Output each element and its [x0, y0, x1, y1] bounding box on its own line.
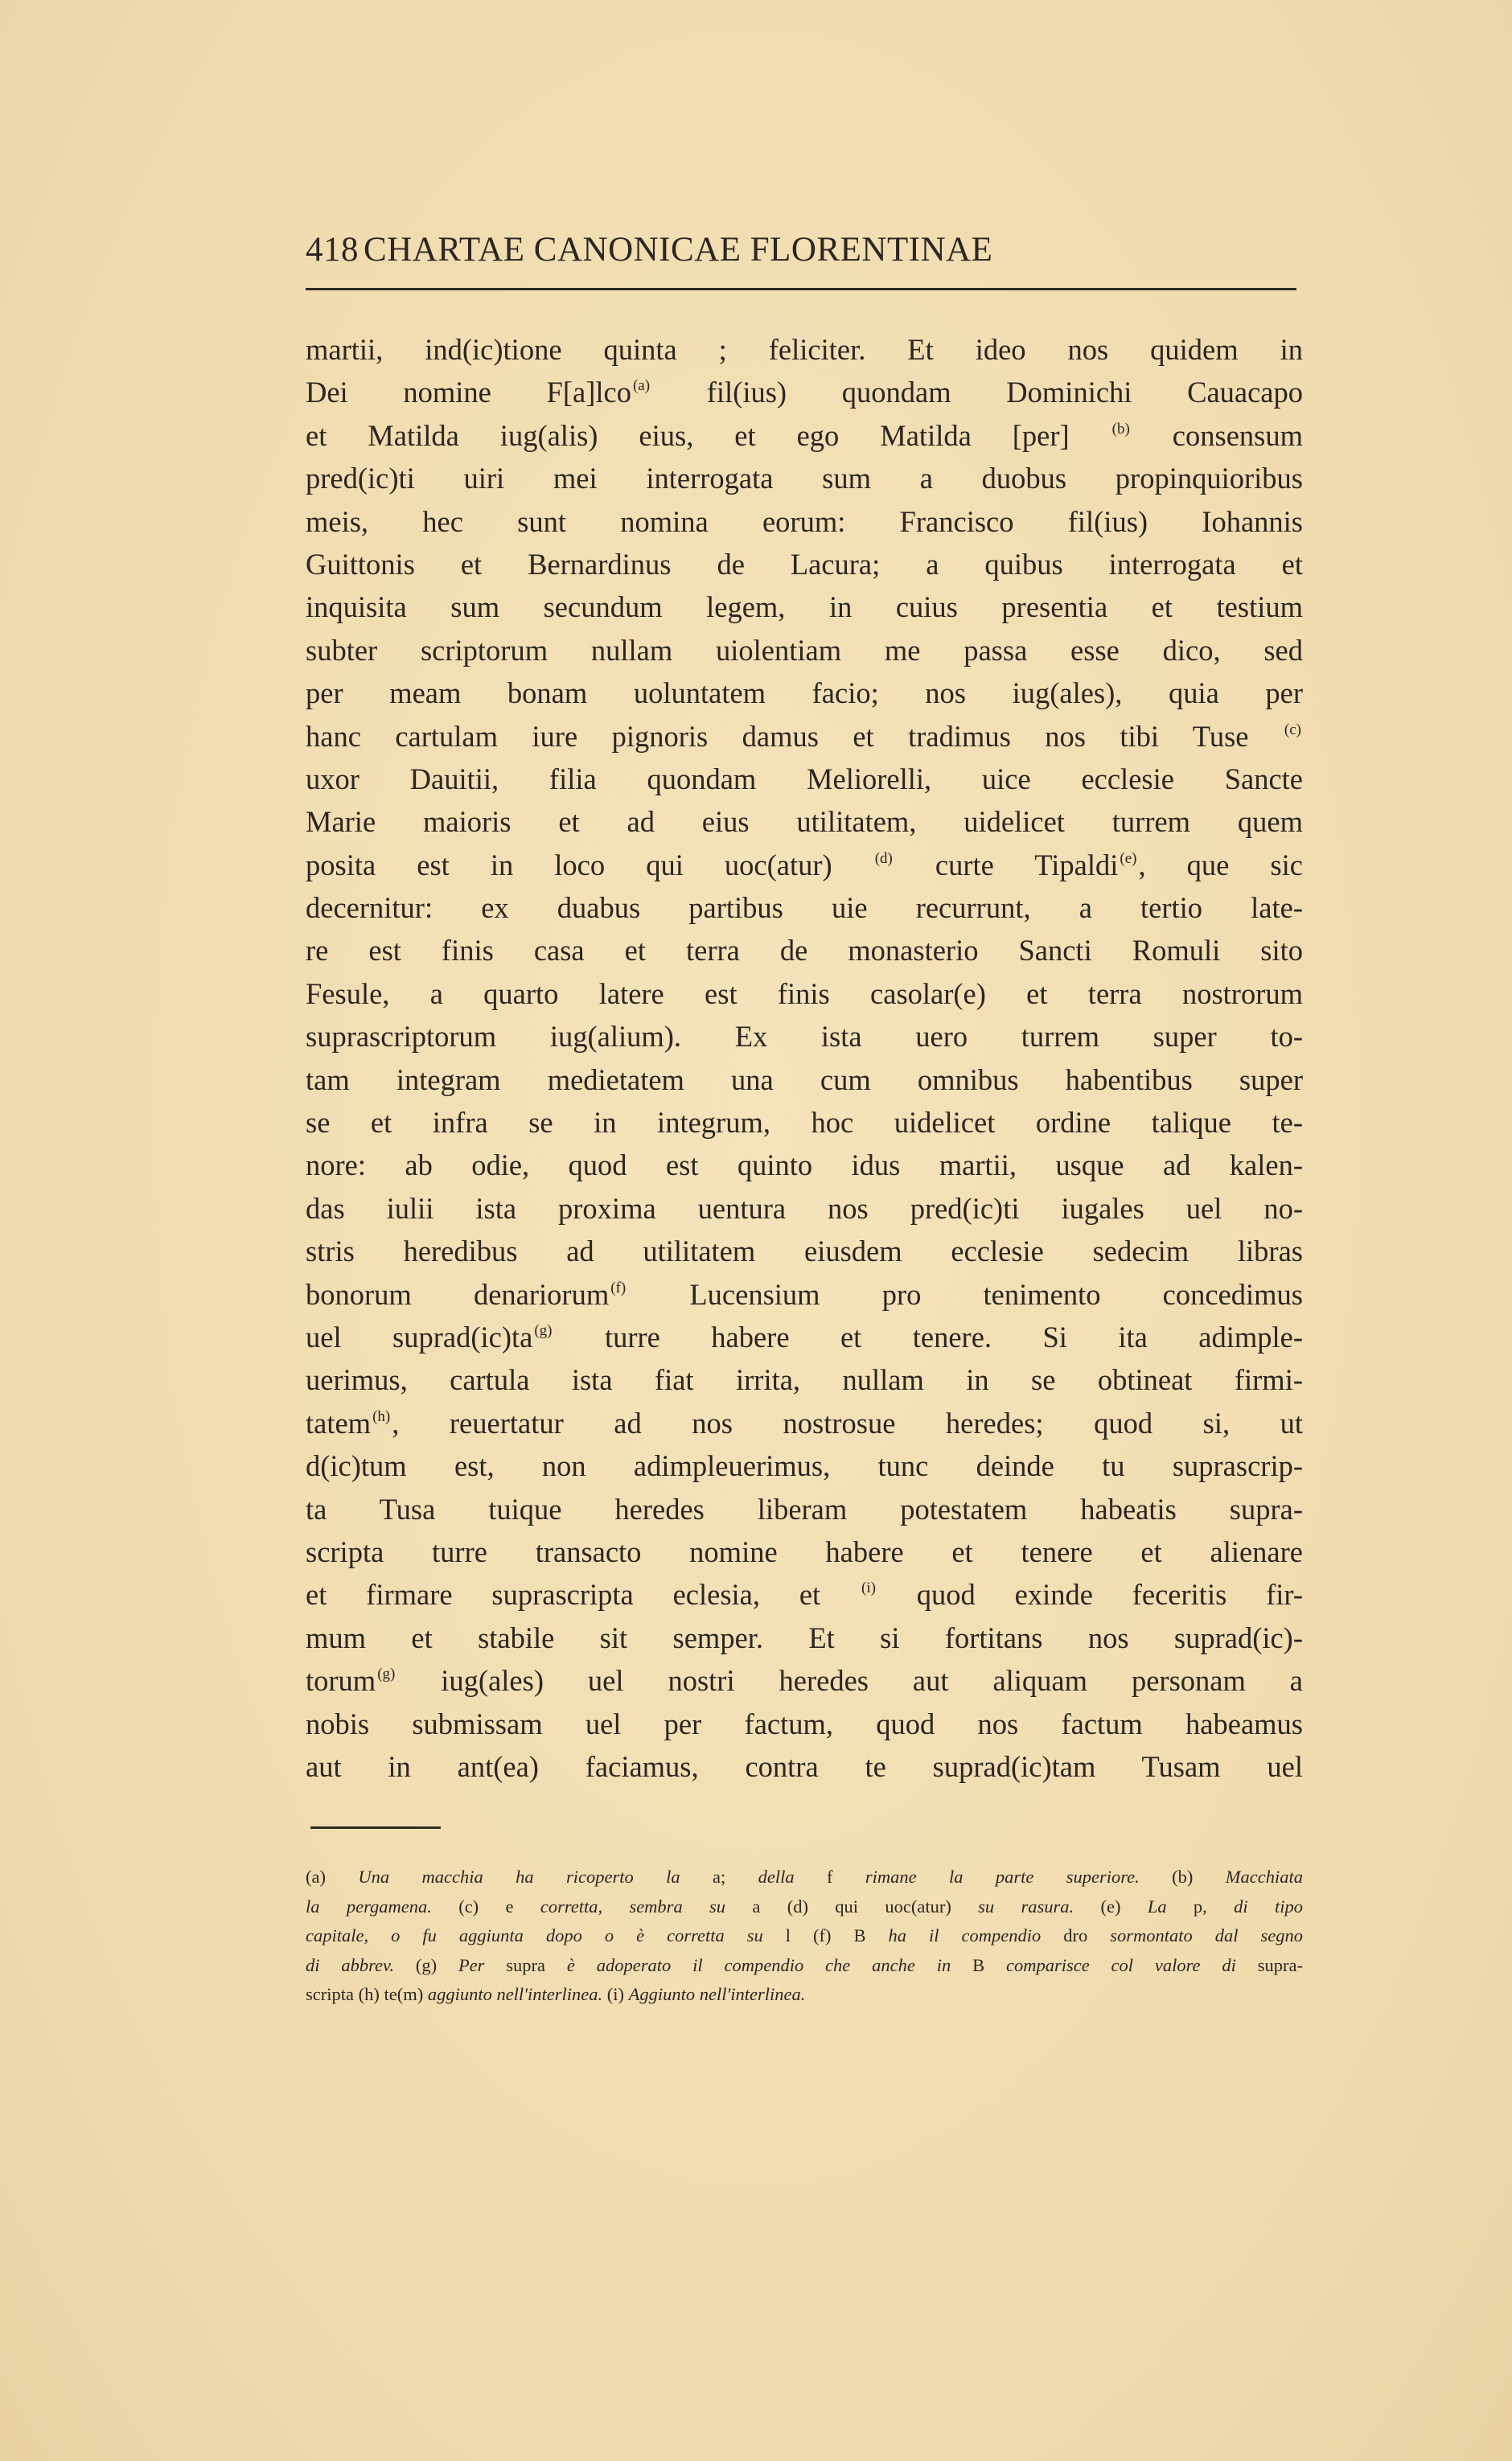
- italic-text: sormontato dal segno: [1110, 1925, 1303, 1946]
- text-run: subter scriptorum nullam uiolentiam me passa esse dico, sed: [306, 633, 1303, 667]
- text-run: (b): [1139, 1867, 1226, 1887]
- italic-text: su rasura.: [978, 1896, 1074, 1917]
- footnotes: [306, 1863, 1303, 2010]
- text-line: [306, 629, 1303, 672]
- text-run: a;: [712, 1867, 758, 1887]
- text-line: [306, 1101, 1303, 1144]
- text-run: dro: [1063, 1925, 1111, 1946]
- text-run: decernitur: ex duabus partibus uie recurrunt, a tertio late-: [306, 891, 1303, 925]
- footnote-marker: (c): [1284, 721, 1301, 738]
- text-line: [306, 1617, 1303, 1659]
- text-run: Lucensium pro tenimento concedimus: [627, 1277, 1304, 1311]
- text-run: hanc cartulam iure pignoris damus et tradimus nos tibi Tuse: [306, 719, 1283, 753]
- italic-text: la pergamena.: [306, 1896, 432, 1917]
- text-line: [306, 457, 1303, 499]
- text-run: Fesule, a quarto latere est finis casolar(e) et terra nostrorum: [306, 976, 1303, 1010]
- text-run: stris heredibus ad utilitatem eiusdem ecclesie sedecim libras: [306, 1235, 1303, 1268]
- text-run: re est finis casa et terra de monasterio Sancti Romuli sito: [306, 934, 1303, 968]
- text-line: [306, 1444, 1303, 1487]
- footnote-marker: (g): [534, 1321, 553, 1339]
- text-run: p,: [1193, 1896, 1235, 1917]
- text-line: [306, 1659, 1303, 1702]
- italic-text: di abbrev.: [306, 1954, 394, 1975]
- text-run: curte Tipaldi: [894, 848, 1119, 881]
- text-run: pred(ic)ti uiri mei interrogata sum a duobus propinquioribus: [306, 462, 1303, 495]
- italic-text: Una macchia ha ricoperto la: [358, 1867, 713, 1887]
- italic-text: è adoperato il compendio che anche in: [566, 1954, 973, 1975]
- header-rule: [306, 288, 1296, 290]
- text-run: aut in ant(ea) faciamus, contra te suprad(ic)tam Tusam uel: [306, 1749, 1303, 1783]
- footnote-line: [306, 1863, 1303, 1892]
- text-line: [306, 800, 1303, 843]
- footnote-marker: (g): [377, 1666, 396, 1683]
- text-run: das iulii ista proxima uentura nos pred(ic)ti iugales uel no-: [306, 1191, 1303, 1225]
- text-run: tatem: [306, 1406, 372, 1440]
- footnote-line: [306, 1980, 1303, 2010]
- page-number: 418: [306, 231, 359, 269]
- text-line: [306, 1358, 1303, 1401]
- text-line: [306, 1144, 1303, 1186]
- text-run: uerimus, cartula ista fiat irrita, nullam in se obtineat firmi-: [306, 1363, 1303, 1397]
- italic-text: della: [758, 1867, 827, 1887]
- text-run: bonorum denariorum: [306, 1277, 610, 1311]
- italic-text: rimane la parte superiore.: [865, 1867, 1140, 1887]
- footnote-marker: (f): [610, 1279, 627, 1296]
- text-line: [306, 543, 1303, 585]
- text-run: uxor Dauitii, filia quondam Meliorelli, uice ecclesie Sancte: [306, 762, 1303, 795]
- text-line: [306, 844, 1303, 886]
- text-run: (a): [306, 1867, 359, 1887]
- text-line: [306, 1273, 1303, 1316]
- italic-text: aggiunto nell'interlinea.: [427, 1984, 603, 2005]
- text-line: [306, 929, 1303, 972]
- text-run: tam integram medietatem una cum omnibus habentibus super: [306, 1062, 1303, 1096]
- text-run: (c) e: [431, 1896, 540, 1917]
- text-line: [306, 414, 1303, 457]
- text-run: iug(ales) uel nostri heredes aut aliquam personam a: [396, 1664, 1303, 1698]
- text-run: mum et stabile sit semper. Et si fortitans nos suprad(ic)-: [306, 1621, 1303, 1654]
- italic-text: ha il compendio: [888, 1925, 1064, 1946]
- text-run: nore: ab odie, quod est quinto idus martii, usque ad kalen-: [306, 1148, 1303, 1182]
- footnote-line: [306, 1892, 1303, 1922]
- text-line: [306, 371, 1303, 413]
- text-line: [306, 758, 1303, 800]
- text-run: l (f) B: [785, 1925, 889, 1946]
- text-line: [306, 500, 1303, 543]
- text-run: suprascriptorum iug(alium). Ex ista uero turrem super to-: [306, 1020, 1303, 1054]
- text-run: inquisita sum secundum legem, in cuius presentia et testium: [306, 590, 1303, 624]
- italic-text: Per: [458, 1954, 507, 1975]
- text-line: [306, 585, 1303, 628]
- footnote-line: [306, 1951, 1303, 1981]
- text-line: [306, 1402, 1303, 1444]
- text-run: et Matilda iug(alis) eius, et ego Matilda [per]: [306, 418, 1111, 452]
- text-run: torum: [306, 1664, 376, 1698]
- text-run: se et infra se in integrum, hoc uidelicet ordine talique te-: [306, 1106, 1303, 1140]
- text-run: ta Tusa tuique heredes liberam potestatem habeatis supra-: [306, 1492, 1303, 1526]
- text-run: scripta turre transacto nomine habere et tenere et alienare: [306, 1535, 1303, 1568]
- text-line: [306, 1316, 1303, 1358]
- footnote-rule: [310, 1826, 441, 1829]
- text-line: [306, 1187, 1303, 1230]
- footnote-marker: (i): [861, 1580, 876, 1597]
- text-run: B: [972, 1954, 1006, 1975]
- text-run: scripta (h) te(m): [306, 1984, 428, 2005]
- text-run: (i): [602, 1984, 629, 2005]
- footnote-line: [306, 1921, 1303, 1951]
- italic-text: capitale, o fu aggiunta dopo o è corretta su: [306, 1925, 786, 1946]
- text-run: (g): [393, 1954, 458, 1975]
- text-run: nobis submissam uel per factum, quod nos factum habeamus: [306, 1707, 1303, 1740]
- body-text: [306, 328, 1303, 1788]
- text-line: [306, 1058, 1303, 1101]
- text-run: (e): [1074, 1896, 1148, 1917]
- text-run: Dei nomine F[a]lco: [306, 376, 631, 409]
- text-run: posita est in loco qui uoc(atur): [306, 848, 873, 881]
- text-line: [306, 672, 1303, 714]
- text-run: uel suprad(ic)ta: [306, 1320, 533, 1354]
- text-run: a (d) qui uoc(atur): [752, 1896, 979, 1917]
- text-run: consensum: [1131, 418, 1303, 452]
- text-run: turre habere et tenere. Si ita adimple-: [553, 1320, 1303, 1354]
- italic-text: corretta, sembra su: [540, 1896, 753, 1917]
- text-line: [306, 1573, 1303, 1616]
- italic-text: di tipo: [1234, 1896, 1303, 1917]
- text-line: [306, 1015, 1303, 1058]
- text-run: per meam bonam uoluntatem facio; nos iug(ales), quia per: [306, 676, 1303, 710]
- text-run: , que sic: [1138, 848, 1303, 881]
- text-run: et firmare suprascripta eclesia, et: [306, 1578, 861, 1612]
- text-run: Guittonis et Bernardinus de Lacura; a quibus interrogata et: [306, 547, 1303, 581]
- running-header: [306, 230, 1295, 278]
- italic-text: La: [1147, 1896, 1194, 1917]
- text-line: [306, 1488, 1303, 1530]
- text-run: meis, hec sunt nomina eorum: Francisco fil(ius) Iohannis: [306, 504, 1303, 538]
- footnote-marker: (a): [632, 377, 651, 395]
- text-run: d(ic)tum est, non adimpleuerimus, tunc deinde tu suprascrip-: [306, 1449, 1303, 1483]
- text-line: [306, 972, 1303, 1015]
- running-title: CHARTAE CANONICAE FLORENTINAE: [364, 231, 993, 269]
- text-line: [306, 886, 1303, 929]
- italic-text: comparisce col valore di: [1005, 1954, 1258, 1975]
- text-run: supra: [506, 1954, 567, 1975]
- text-run: , reuertatur ad nos nostrosue heredes; quod si, ut: [392, 1406, 1303, 1440]
- text-line: [306, 715, 1303, 758]
- footnote-marker: (d): [874, 849, 893, 867]
- text-line: [306, 1230, 1303, 1272]
- italic-text: Macchiata: [1225, 1867, 1303, 1887]
- text-run: martii, ind(ic)tione quinta ; feliciter. Et ideo nos quidem in: [306, 333, 1303, 366]
- text-line: [306, 1530, 1303, 1573]
- text-run: supra-: [1257, 1954, 1304, 1975]
- italic-text: Aggiunto nell'interlinea.: [628, 1984, 806, 2005]
- text-run: fil(ius) quondam Dominichi Cauacapo: [651, 376, 1304, 409]
- text-run: quod exinde feceritis fir-: [877, 1578, 1303, 1612]
- footnote-marker: (e): [1120, 849, 1137, 867]
- footnote-marker: (h): [372, 1407, 391, 1425]
- text-run: f: [826, 1867, 865, 1887]
- text-line: [306, 328, 1303, 371]
- text-run: Marie maioris et ad eius utilitatem, uidelicet turrem quem: [306, 805, 1303, 839]
- text-line: [306, 1745, 1303, 1788]
- text-line: [306, 1703, 1303, 1745]
- footnote-marker: (b): [1111, 420, 1130, 438]
